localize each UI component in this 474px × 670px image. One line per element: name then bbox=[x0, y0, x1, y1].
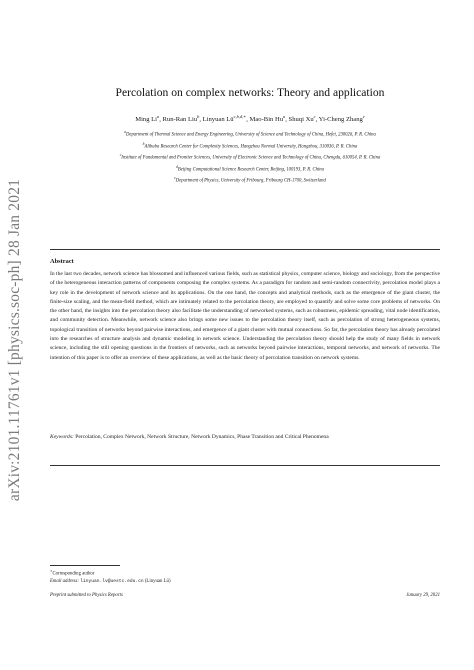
author-name: Shuqi Xu bbox=[288, 116, 314, 124]
author-affiliation-mark: c,b,d,∗ bbox=[233, 114, 247, 119]
keywords-text: Percolation, Complex Network, Network Structure, Network Dynamics, Phase Transition and Critical Phenomena bbox=[75, 434, 329, 440]
affiliation-text: Department of Thermal Science and Energy Engineering, University of Science and Technology of China, Hefei, 230026, P. R. China bbox=[126, 132, 376, 138]
affiliation-line bbox=[46, 140, 454, 152]
abstract-top-rule bbox=[50, 249, 440, 250]
affiliation-mark: e bbox=[174, 176, 176, 181]
email-owner: (Linyuan Lü) bbox=[144, 579, 171, 585]
author-list: Ming Li$^a$, Run-Ran Liu$^b$, Linyuan $Lü^{c,b,d,∗}$, Mao-Bin Hu$^a$, Shuqi Xu$^c$, Yi-Cheng Zhang$^e$ bbox=[135, 114, 365, 124]
keywords bbox=[50, 433, 440, 442]
affiliation-list bbox=[46, 128, 454, 186]
author-affiliation-mark: b bbox=[197, 114, 200, 119]
affiliation-mark: b bbox=[142, 141, 145, 146]
abstract-heading: Abstract bbox=[50, 258, 74, 265]
corresponding-author-note bbox=[50, 568, 171, 578]
author-affiliation-mark: a bbox=[283, 114, 286, 119]
preprint-note: Preprint submitted to Physics Reports bbox=[50, 593, 123, 598]
arxiv-identifier-stamp: arXiv:2101.11761v1 [physics.soc-ph] 28 Jan 2021 bbox=[6, 178, 23, 502]
affiliation-line bbox=[46, 174, 454, 186]
author-affiliation-mark: c bbox=[313, 114, 316, 119]
affiliation-text: Institute of Fundamental and Frontier Sciences, University of Electronic Science and Technology of China, Chengdu, 610054, P. R. China bbox=[121, 155, 381, 161]
author-name: Yi-Cheng Zhang bbox=[318, 116, 363, 124]
email-line bbox=[50, 578, 171, 586]
affiliation-text: Beijing Computational Science Research Center, Beijing, 100193, P. R. China bbox=[177, 167, 324, 173]
footnote-mark: ∗ bbox=[50, 569, 53, 573]
corresponding-author-text: Corresponding author bbox=[52, 571, 95, 577]
email-address-link[interactable]: linyuan.lv@uestc.edu.cn bbox=[80, 579, 144, 585]
abstract-body: In the last two decades, network science has blossomed and influenced various fields, such as statistical physics, computer science, biology and sociology, from the perspective of the heterogeneous interaction patterns of components composing the complex systems. As a paradigm for random and semi-random connectivity, percolation model plays a key role in the development of network science and its applications. On the one hand, the concepts and analytical methods, such as the emergence of the giant cluster, the finite-size scaling, and the mean-field method, which are intimately related to the percolation theory, are employed to quantify and solve some core problems of networks. On the other hand, the insights into the percolation theory also facilitate the understanding of networked systems, such as robustness, epidemic spreading, vital node identification, and community detection. Meanwhile, network science also brings some new issues to the percolation theory itself, such as percolation of strong heterogeneous systems, topological transition of networks beyond pairwise interactions, and emergence of a giant cluster with mutual connections. So far, the percolation theory has already percolated into the researches of structure analysis and dynamic modeling in network science. Understanding the percolation theory should help the study of many fields in network science, including the still opening questions in the frontiers of networks, such as networks beyond pairwise interactions, temporal networks, and network of networks. The intention of this paper is to offer an overview of these applications, as well as the basic theory of percolation transition on network systems. bbox=[50, 271, 440, 361]
affiliation-line bbox=[46, 151, 454, 163]
footnote-rule bbox=[50, 565, 120, 566]
author-affiliation-mark: a bbox=[157, 114, 160, 119]
preprint-date: January 29, 2021 bbox=[406, 593, 440, 598]
affiliation-text: Alibaba Research Center for Complexity Sciences, Hangzhou Normal University, Hangzhou, 310036, P. R. China bbox=[144, 144, 358, 150]
affiliation-line bbox=[46, 128, 454, 140]
footnote bbox=[50, 568, 171, 586]
affiliation-mark: a bbox=[124, 130, 126, 134]
affiliation-line bbox=[46, 163, 454, 175]
paper-title: Percolation on complex networks: Theory and application bbox=[115, 86, 385, 99]
author-name: Linyuan Lü bbox=[202, 116, 234, 124]
abstract-bottom-rule bbox=[50, 465, 440, 466]
keywords-label: Keywords: bbox=[50, 434, 74, 440]
affiliation-mark: c bbox=[119, 153, 122, 158]
email-label: Email address: bbox=[50, 579, 80, 585]
author-name: Run-Ran Liu bbox=[162, 116, 198, 124]
author-name: Mao-Bin Hu bbox=[249, 116, 284, 124]
affiliation-text: Department of Physics, University of Fribourg, Fribourg CH-1700, Switzerland bbox=[175, 178, 326, 184]
affiliation-mark: d bbox=[176, 164, 178, 169]
author-affiliation-mark: e bbox=[362, 114, 365, 119]
author-name: Ming Li bbox=[135, 116, 158, 124]
